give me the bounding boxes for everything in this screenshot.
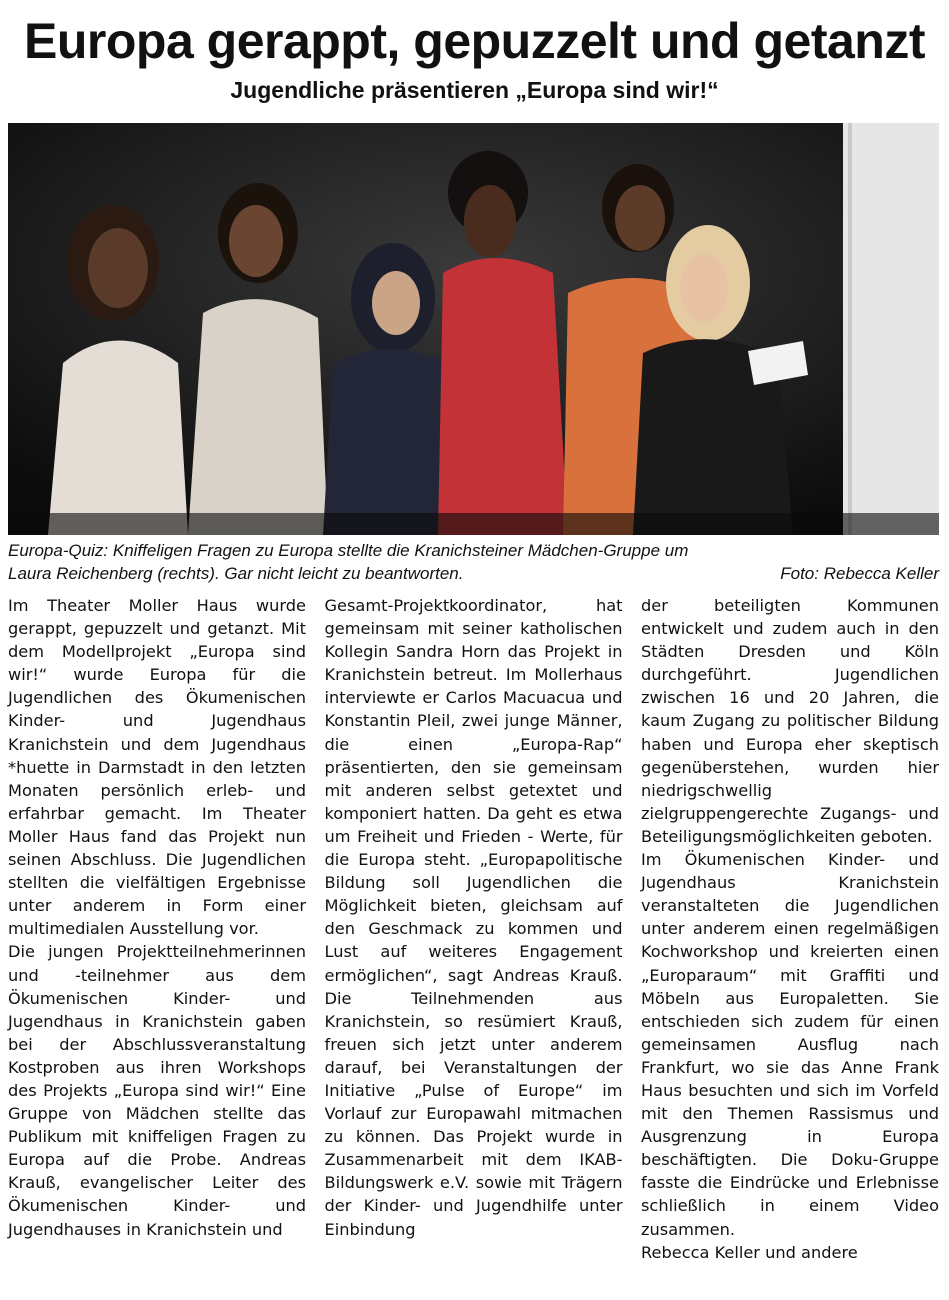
text-column-1 (8, 594, 306, 1294)
article-body (8, 594, 939, 1294)
caption-line-2-row (8, 562, 939, 585)
caption-line-2: Laura Reichenberg (rechts). Gar nicht leicht zu beantworten. (8, 564, 464, 583)
photo-illustration (8, 123, 939, 535)
paragraph: Gesamt-Projektkoordinator, hat gemeinsam mit seiner katholischen Kollegin Sandra Horn das Projekt in Kranichstein betreut. Im Mollerhaus interviewte er Carlos Macuacua und Konstantin Pleil, zwei junge Männer, die einen „Europa-Rap“ präsentierten, den sie gemeinsam mit anderen selbst getextet und komponiert hatten. Da geht es etwa um Freiheit und Frieden - Werte, für die Europa steht. „Europapolitische Bildung soll Jugendlichen die Möglichkeit bieten, gleichsam auf den Geschmack zu kommen und Lust auf weiteres Engagement ermöglichen“, sagt Andreas Krauß. Die Teilnehmenden aus Kranichstein, so resümiert Krauß, freuen sich jetzt unter anderem darauf, bei Veranstaltungen der Initiative „Pulse of Europe“ im Vorlauf zur Europawahl mitmachen zu können. Das Projekt wurde in Zusammenarbeit mit dem IKAB-Bildungswerk e.V. sowie mit Trägern der Kinder- und Jugendhilfe unter Einbindung (324, 596, 623, 1239)
paragraph: der beteiligten Kommunen entwickelt und zudem auch in den Städten Dresden und Köln durchgeführt. Jugendlichen zwischen 16 und 20 Jahren, die kaum Zugang zu politischer Bildung haben und Europa eher skeptisch gegenüberstehen, wurden hier niedrigschwellig zielgruppengerechte Zugangs- und Beteiligungsmöglichkeiten geboten. (641, 596, 939, 846)
article-photo (8, 123, 939, 535)
photo-credit: Foto: Rebecca Keller (780, 564, 939, 583)
subheadline: Jugendliche präsentieren „Europa sind wir!“ (230, 77, 719, 103)
headline: Europa gerappt, gepuzzelt und getanzt (24, 13, 925, 69)
author-line: Rebecca Keller und andere (641, 1242, 858, 1262)
caption-line-1: Europa-Quiz: Kniffeligen Fragen zu Europa stellte die Kranichsteiner Mädchen-Gruppe um (8, 541, 689, 560)
photo-caption (8, 539, 939, 585)
paragraph: Im Ökumenischen Kinder- und Jugendhaus Kranichstein veranstalteten die Jugendlichen unter anderem einen regelmäßigen Kochworkshop und kreierten einen „Europaraum“ mit Graffiti und Möbeln aus Europaletten. Sie entschieden sich zudem für einen gemeinsamen Ausflug nach Frankfurt, wo sie das Anne Frank Haus besuchten und sich im Vorfeld mit den Themen Rassismus und Ausgrenzung in Europa beschäftigten. Die Doku-Gruppe fasste die Eindrücke und Erlebnisse schließlich in einem Video zusammen. (641, 850, 939, 1239)
text-column-2 (325, 594, 623, 1294)
paragraph: Die jungen Projektteilnehmerinnen und -teilnehmer aus dem Ökumenischen Kinder- und Jugendhaus in Kranichstein gaben bei der Abschlussveranstaltung Kostproben aus ihren Workshops des Projekts „Europa sind wir!“ Eine Gruppe von Mädchen stellte das Publikum mit kniffeligen Fragen zu Europa auf die Probe. Andreas Krauß, evangelischer Leiter des Ökumenischen Kinder- und Jugendhauses in Kranichstein und (8, 942, 306, 1239)
paragraph: Im Theater Moller Haus wurde gerappt, gepuzzelt und getanzt. Mit dem Modellprojekt „Europa sind wir!“ wurde Europa für die Jugendlichen des Ökumenischen Kinder- und Jugendhaus Kranichstein und dem Jugendhaus *huette in Darmstadt in den letzten Monaten persönlich erleb- und erfahrbar gemacht. Im Theater Moller Haus fand das Projekt nun seinen Abschluss. Die Jugendlichen stellten die vielfältigen Ergebnisse unter anderem in Form einer multimedialen Ausstellung vor. (8, 596, 306, 939)
text-column-3 (641, 594, 939, 1294)
